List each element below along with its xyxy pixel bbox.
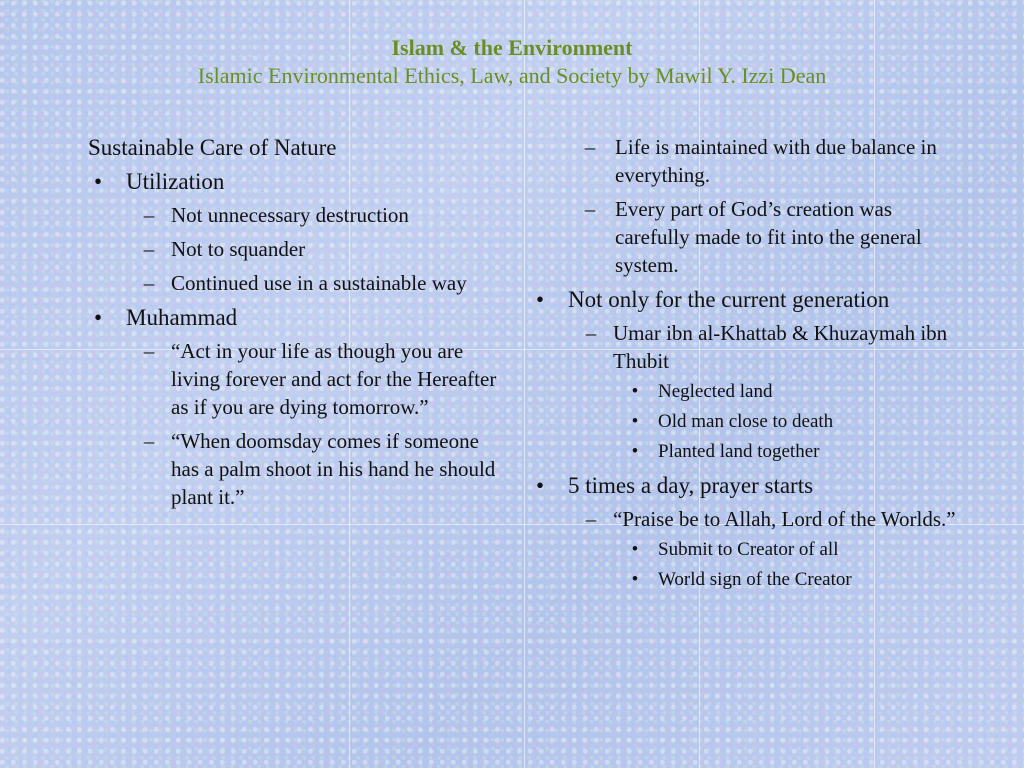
bullet-label: Muhammad [126,305,238,330]
bullet-dot: • [535,287,545,312]
bullet-label: Not only for the current generation [568,287,890,312]
bullet-label: Utilization [126,169,225,194]
sub-item [568,505,970,593]
utilization-sublist [126,201,498,297]
right-bullet-list [530,285,970,593]
left-column [88,133,498,517]
third-item-text: Neglected land [658,381,773,402]
slide-title: Islam & the Environment [391,35,633,60]
sub-item-text: Not unnecessary destruction [171,203,409,227]
muhammad-sublist [126,337,498,511]
sub-dash: – [143,339,155,363]
sub-item [568,319,970,465]
third-item-text: Planted land together [658,441,820,462]
bullet-label: 5 times a day, prayer starts [568,473,814,498]
sub-item-text: Continued use in a sustainable way [171,271,467,295]
third-item [613,537,970,563]
third-item-text: Old man close to death [658,411,834,432]
third-item [613,379,970,405]
left-bullet-list [88,167,498,511]
prayer-third-list [613,537,970,593]
right-top-sublist [530,133,970,279]
generation-sublist [568,319,970,465]
sub-item-text: “Act in your life as though you are living forever and act for the Hereafter as if you are dying tomorrow.” [171,339,497,419]
slide-title-block [0,34,1024,90]
third-item [613,567,970,593]
sub-dash: – [585,507,597,531]
sub-item [126,235,498,263]
sub-dash: – [143,271,155,295]
prayer-sublist [568,505,970,593]
third-dot: • [631,411,639,432]
third-item [613,409,970,435]
bullet-muhammad [88,303,498,511]
third-dot: • [631,539,639,560]
sub-item [126,201,498,229]
sub-item-text: Life is maintained with due balance in everything. [615,135,937,187]
third-item-text: World sign of the Creator [658,569,852,590]
bullet-dot: • [535,473,545,498]
bullet-dot: • [93,169,103,194]
sub-item [126,337,498,421]
sub-item [126,427,498,511]
sub-item [126,269,498,297]
sub-item [530,195,970,279]
third-dot: • [631,441,639,462]
left-heading: Sustainable Care of Nature [88,135,337,160]
third-item [613,439,970,465]
sub-item-text: “Praise be to Allah, Lord of the Worlds.” [613,507,956,531]
sub-dash: – [143,203,155,227]
sub-item-text: Umar ibn al-Khattab & Khuzaymah ibn Thubit [613,321,948,373]
third-dot: • [631,381,639,402]
sub-item-text: “When doomsday comes if someone has a palm shoot in his hand he should plant it.” [171,429,496,509]
sub-item [530,133,970,189]
sub-dash: – [584,197,596,221]
sub-item-text: Not to squander [171,237,306,261]
slide-subtitle: Islamic Environmental Ethics, Law, and Society by Mawil Y. Izzi Dean [197,63,827,88]
bg-tile-line [524,0,525,768]
sub-item-text: Every part of God’s creation was carefully made to fit into the general system. [615,197,922,277]
bullet-utilization [88,167,498,297]
generation-third-list [613,379,970,465]
sub-dash: – [585,321,597,345]
bullet-dot: • [93,305,103,330]
right-column [530,133,970,599]
sub-dash: – [143,237,155,261]
sub-dash: – [143,429,155,453]
bullet-prayer [530,471,970,593]
bullet-generation [530,285,970,465]
third-dot: • [631,569,639,590]
sub-dash: – [584,135,596,159]
third-item-text: Submit to Creator of all [658,539,839,560]
